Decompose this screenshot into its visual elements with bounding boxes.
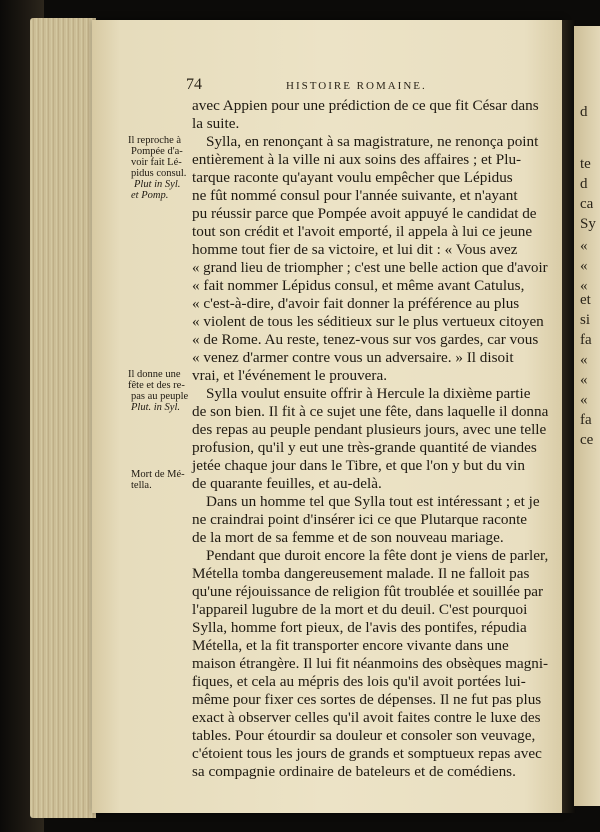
facing-page-fragment: d	[580, 176, 588, 192]
margin-note-line: Mort de Mé-	[131, 469, 185, 480]
facing-page-fragment: si	[580, 312, 591, 328]
text-line: Dans un homme tel que Sylla tout est intéressant ; et je	[206, 493, 540, 510]
margin-note-line: fête et des re-	[128, 380, 185, 391]
text-line: vrai, et l'événement le prouvera.	[192, 367, 388, 384]
running-title: HISTOIRE ROMAINE.	[286, 80, 427, 92]
text-line: « fait nommer Lépidus consul, et même avant Catulus,	[192, 277, 525, 294]
text-line: entièrement à la ville ni aux soins des affaires ; et Plu-	[192, 151, 522, 168]
margin-note-line: pidus consul.	[131, 168, 187, 179]
facing-page-fragment: fa	[580, 332, 592, 348]
text-line: Sylla, en renonçant à sa magistrature, ne renonça point	[206, 133, 539, 150]
text-line: Sylla voulut ensuite offrir à Hercule la dixième partie	[206, 385, 531, 402]
page-header	[186, 76, 556, 96]
text-line: jetée chaque jour dans le Tibre, et que l'on y but du vin	[192, 457, 525, 474]
margin-note-line: pas au peuple	[131, 391, 189, 402]
text-line: tout son crédit et l'avoit emporté, il appela à lui ce jeune	[192, 223, 533, 240]
text-line: « grand lieu de triompher ; c'est une belle action que d'avoir	[192, 259, 548, 276]
text-line: Métella tomba dangereusement malade. Il ne falloit pas	[192, 565, 530, 582]
facing-page-fragment: «	[580, 238, 588, 254]
text-line: Sylla, homme fort pieux, de l'avis des pontifes, répudia	[192, 619, 527, 636]
facing-page-fragment: «	[580, 372, 588, 388]
facing-page-fragment: ce	[580, 432, 594, 448]
text-line: pu réussir parce que Pompée avoit appuyé le candidat de	[192, 205, 537, 222]
text-line: « c'est-à-dire, d'avoir fait donner la préférence au plus	[192, 295, 520, 312]
text-line: de quarante feuilles, et au-delà.	[192, 475, 382, 492]
page-number: 74	[186, 76, 202, 93]
margin-note-citation: et Pomp.	[131, 190, 169, 201]
margin-note-citation: Plut in Syl.	[134, 179, 181, 190]
text-line: des repas au peuple pendant plusieurs jours, avec une telle	[192, 421, 547, 438]
margin-note-line: voir fait Lé-	[131, 157, 182, 168]
text-line: qu'une réjouissance de religion fût troublée et souillée par	[192, 583, 544, 600]
text-line: tarque raconte qu'ayant voulu empêcher que Lépidus	[192, 169, 513, 186]
margin-note-line: Il donne une	[128, 369, 181, 380]
text-line: homme tout fier de sa victoire, et lui dit : « Vous avez	[192, 241, 518, 258]
facing-page-fragment: d	[580, 104, 588, 120]
facing-page-fragment: fa	[580, 412, 592, 428]
margin-note-citation: Plut. in Syl.	[131, 402, 180, 413]
margin-note-line: tella.	[131, 480, 152, 491]
facing-page-fragment: «	[580, 392, 588, 408]
facing-page-fragment: et	[580, 292, 591, 308]
text-line: de la mort de sa femme et de son nouveau mariage.	[192, 529, 504, 546]
facing-page-fragment: te	[580, 156, 591, 172]
margin-note-line: Pompée d'a-	[131, 146, 183, 157]
text-line: sa compagnie ordinaire de bateleurs et de comédiens.	[192, 763, 516, 780]
text-line: ne fût nommé consul pour l'année suivante, et n'ayant	[192, 187, 518, 204]
text-line: l'appareil lugubre de la mort et du deuil. C'est pourquoi	[192, 601, 528, 618]
text-line: « violent de tous les séditieux sur le plus vertueux citoyen	[192, 313, 544, 330]
text-line: maison étrangère. Il lui fit néanmoins des obsèques magni-	[192, 655, 549, 672]
text-line: de son bien. Il fit à ce sujet une fête, dans laquelle il donna	[192, 403, 549, 420]
facing-page-edge	[574, 26, 600, 806]
facing-page-fragment: «	[580, 258, 588, 274]
text-line: avec Appien pour une prédiction de ce que fit César dans	[192, 97, 539, 114]
text-line: exact à observer celles qu'il avoit faites contre le luxe des	[192, 709, 541, 726]
facing-page-fragment: Sy	[580, 216, 596, 232]
margin-note-line: Il reproche à	[128, 135, 182, 146]
facing-page-fragment: ca	[580, 196, 594, 212]
text-line: « de Rome. Au reste, tenez-vous sur vos gardes, car vous	[192, 331, 539, 348]
text-line: profusion, qu'il y eut une très-grande quantité de viandes	[192, 439, 537, 456]
text-line: « venez d'armer contre vous un adversaire. » Il disoit	[192, 349, 514, 366]
text-line: la suite.	[192, 115, 240, 132]
text-line: ne craindrai point d'insérer ici ce que Plutarque raconte	[192, 511, 528, 528]
facing-page-fragment: «	[580, 278, 588, 294]
text-line: Pendant que duroit encore la fête dont je viens de parler,	[206, 547, 549, 564]
text-line: c'étoient tous les jours de grands et somptueux repas avec	[192, 745, 542, 762]
facing-page-fragment: «	[580, 352, 588, 368]
text-line: Métella, et la fit transporter encore vivante dans une	[192, 637, 509, 654]
text-line: fiques, et cela au mépris des lois qu'il avoit portées lui-	[192, 673, 526, 690]
text-line: tables. Pour étourdir sa douleur et consoler son veuvage,	[192, 727, 536, 744]
text-line: même pour fixer ces sortes de dépenses. Il ne fut pas plus	[192, 691, 542, 708]
page-edges	[30, 18, 96, 818]
